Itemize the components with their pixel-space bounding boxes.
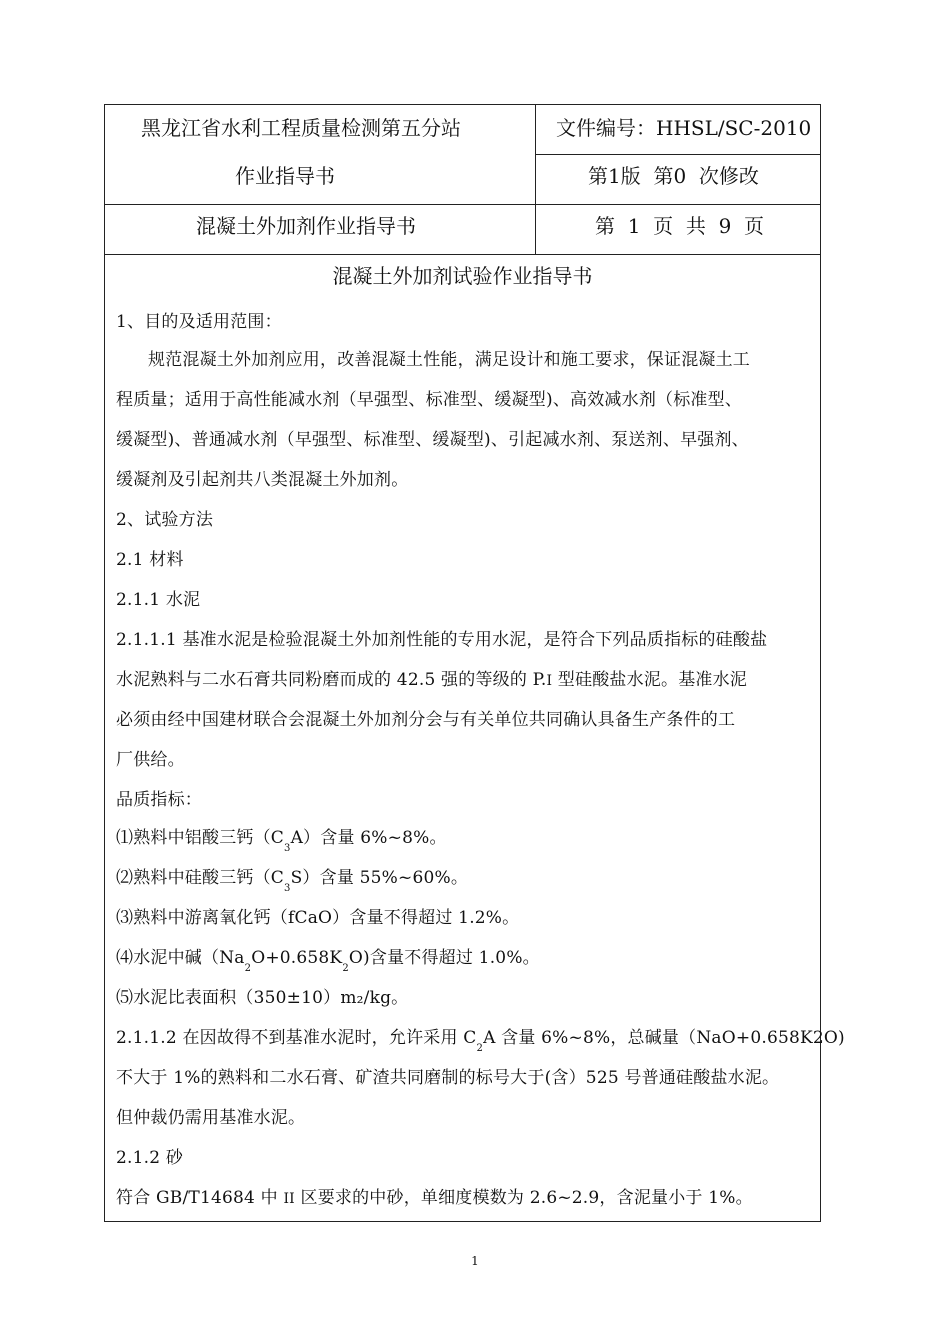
paragraph-line: 必须由经中国建材联合会混凝土外加剂分会与有关单位共同确认具备生产条件的工 bbox=[116, 710, 736, 730]
subject-title: 混凝土外加剂作业指导书 bbox=[196, 214, 416, 238]
paragraph-line: 2.1.1.2 在因故得不到基准水泥时，允许采用 $C_2A$ 含量 6%~8%，总碱量（NaO+0.658K2O) bbox=[116, 1028, 845, 1054]
row-divider bbox=[104, 254, 821, 255]
paragraph-line: 缓凝型)、普通减水剂（早强型、标准型、缓凝型)、引起减水剂、泵送剂、早强剂、 bbox=[116, 430, 749, 450]
paragraph-line: 程质量；适用于高性能减水剂（早强型、标准型、缓凝型)、高效减水剂（标准型、 bbox=[116, 390, 743, 410]
list-item: ⑷水泥中碱$(Na_2O+0.658K_2O)$含量不得超过 1.0%。 bbox=[116, 948, 540, 974]
column-divider bbox=[535, 104, 536, 254]
paragraph-line: 不大于 1%的熟料和二水石膏、矿渣共同磨制的标号大于(含）525 号普通硅酸盐水泥。 bbox=[116, 1068, 780, 1088]
list-item: ⑵熟料中硅酸三钙$(C_3S)$含量 55%~60%。 bbox=[116, 868, 469, 894]
section-heading: 2.1 材料 bbox=[116, 550, 184, 570]
document-title: 混凝土外加剂试验作业指导书 bbox=[332, 264, 593, 288]
subsection-label: 品质指标： bbox=[116, 790, 202, 810]
row-divider bbox=[535, 154, 821, 155]
page-info: 第 1 页 共 9 页 bbox=[595, 214, 765, 238]
paragraph-line: 规范混凝土外加剂应用，改善混凝土性能，满足设计和施工要求，保证混凝土工 bbox=[148, 350, 750, 370]
page-number: 1 bbox=[471, 1254, 479, 1268]
file-number: 文件编号：HHSL/SC-2010 bbox=[556, 116, 812, 140]
section-heading: 2、试验方法 bbox=[116, 510, 214, 530]
version-info: 第1版 第0 次修改 bbox=[588, 164, 759, 188]
list-item: ⑶熟料中游离氧化钙（fCaO）含量不得超过 1.2%。 bbox=[116, 908, 520, 928]
org-name: 黑龙江省水利工程质量检测第五分站 bbox=[141, 116, 461, 140]
paragraph-line: 但仲裁仍需用基准水泥。 bbox=[116, 1108, 306, 1128]
section-heading: 1、目的及适用范围： bbox=[116, 312, 282, 332]
doc-type: 作业指导书 bbox=[235, 164, 335, 188]
paragraph-line: 缓凝剂及引起剂共八类混凝土外加剂。 bbox=[116, 470, 409, 490]
paragraph-line: 水泥熟料与二水石膏共同粉磨而成的 42.5 强的等级的 P.I 型硅酸盐水泥。基准水泥 bbox=[116, 670, 748, 690]
paragraph-line: 厂供给。 bbox=[116, 750, 185, 770]
section-heading: 2.1.1 水泥 bbox=[116, 590, 201, 610]
list-item: ⑸水泥比表面积（350±10）m₂/kg。 bbox=[116, 988, 409, 1008]
row-divider bbox=[104, 204, 821, 205]
section-heading: 2.1.2 砂 bbox=[116, 1148, 184, 1168]
paragraph-line: 符合 GB/T14684 中 II 区要求的中砂，单细度模数为 2.6~2.9，含泥量小于 1%。 bbox=[116, 1188, 753, 1208]
paragraph-line: 2.1.1.1 基准水泥是检验混凝土外加剂性能的专用水泥，是符合下列品质指标的硅酸盐 bbox=[116, 630, 768, 650]
list-item: ⑴熟料中铝酸三钙$(C_3A)$含量 6%~8%。 bbox=[116, 828, 447, 854]
